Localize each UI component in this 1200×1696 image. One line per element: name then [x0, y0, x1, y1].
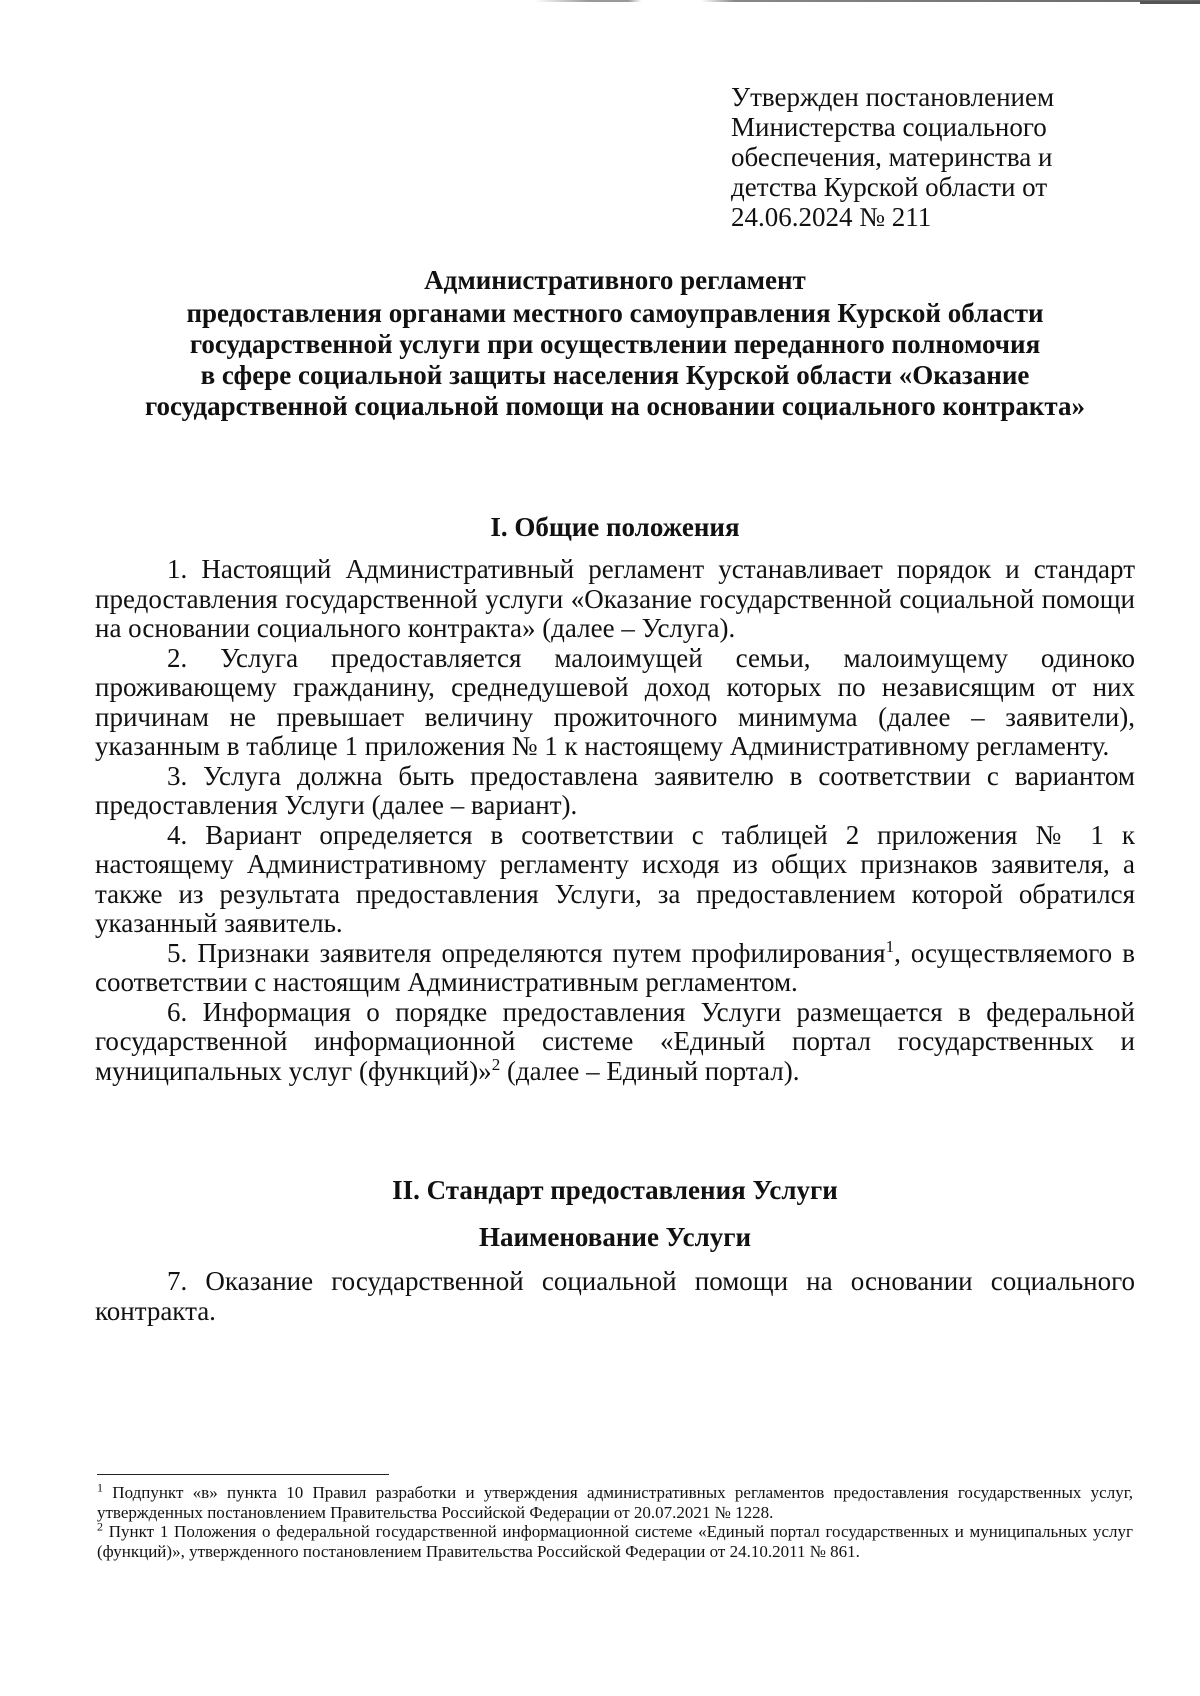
title-line: государственной социальной помощи на основании социального контракта»	[144, 391, 1086, 421]
document-title	[95, 265, 1135, 422]
section-2-heading: II. Стандарт предоставления Услуги	[392, 1175, 838, 1205]
footnote-ref-2: 2	[491, 1054, 501, 1074]
paragraph-5-text-end: , осуществляемого в соответствии с настоящим Административным регламентом.	[95, 937, 1135, 997]
paragraph-5-text: 5. Признаки заявителя определяются путем профилирования	[167, 937, 886, 968]
approval-line: Утвержден постановлением	[731, 82, 1055, 112]
paragraph-4: 4. Вариант определяется в соответствии с таблицей 2 приложения № 1 к настоящему Административному регламенту исходя из общих признаков заявителя, а также из результата предоставления Услуги, за предоставлением которой обратился указанный заявитель.	[95, 819, 1135, 938]
footnote-text: Подпункт «в» пункта 10 Правил разработки и утверждения административных регламентов предоставления государственных услуг, утвержденных постановлением Правительства Российской Федерации от 20.07.2021 № 1228.	[97, 1483, 1133, 1522]
footnote-mark: 2	[97, 1519, 103, 1534]
paragraph-6-text: 6. Информация о порядке предоставления Услуги размещается в федеральной государственной информационной системе «Единый портал государственных и муниципальных услуг (функций)»	[95, 996, 1135, 1086]
section-2-subheading: Наименование Услуги	[478, 1222, 752, 1252]
section-2-body	[95, 1267, 1135, 1326]
section-1-heading: I. Общие положения	[490, 512, 740, 542]
paragraph-6-text-end: (далее – Единый портал).	[500, 1055, 800, 1086]
approval-line: детства Курской области от	[731, 172, 1048, 202]
approval-stamp	[731, 82, 1131, 232]
approval-line: обеспечения, материнства и	[731, 142, 1053, 172]
title-line: государственной услуги при осуществлении переданного полномочия	[189, 329, 1041, 359]
footnote-ref-1: 1	[885, 936, 895, 956]
approval-line: 24.06.2024 № 211	[731, 202, 932, 232]
footnote-2	[97, 1519, 1133, 1561]
paragraph-3: 3. Услуга должна быть предоставлена заявителю в соответствии с вариантом предоставления Услуги (далее – вариант).	[95, 760, 1135, 820]
paragraph-1: 1. Настоящий Административный регламент устанавливает порядок и стандарт предоставления государственной услуги «Оказание государственной социальной помощи на основании социального контракта» (далее – Услуга).	[95, 554, 1135, 643]
approval-line: Министерства социального	[731, 112, 1047, 142]
scan-edge-line	[535, 0, 1200, 2]
paragraph-5	[95, 936, 1135, 998]
footnote-1	[97, 1480, 1133, 1522]
paragraph-6	[95, 998, 1135, 1087]
paragraph-7: 7. Оказание государственной социальной помощи на основании социального контракта.	[95, 1266, 1135, 1326]
footnote-divider	[97, 1474, 389, 1475]
title-line: предоставления органами местного самоуправления Курской области	[186, 298, 1044, 328]
title-line: в сфере социальной защиты населения Курской области «Оказание	[200, 360, 1030, 390]
title-main: Административного регламент	[424, 265, 806, 295]
footnotes	[97, 1480, 1133, 1561]
footnote-text: Пункт 1 Положения о федеральной государственной информационной системе «Единый портал государственных и муниципальных услуг (функций)», утвержденного постановлением Правительства Российской Федерации от 24.10.2011 № 861.	[97, 1522, 1133, 1561]
section-1-body	[95, 555, 1135, 1086]
paragraph-2: 2. Услуга предоставляется малоимущей семьи, малоимущему одиноко проживающему гражданину, среднедушевой доход которых по независящим от них причинам не превышает величину прожиточного минимума (далее – заявители), указанным в таблице 1 приложения № 1 к настоящему Административному регламенту.	[95, 642, 1135, 761]
scan-edge-mark	[1140, 1, 1200, 4]
footnote-mark: 1	[97, 1480, 103, 1495]
